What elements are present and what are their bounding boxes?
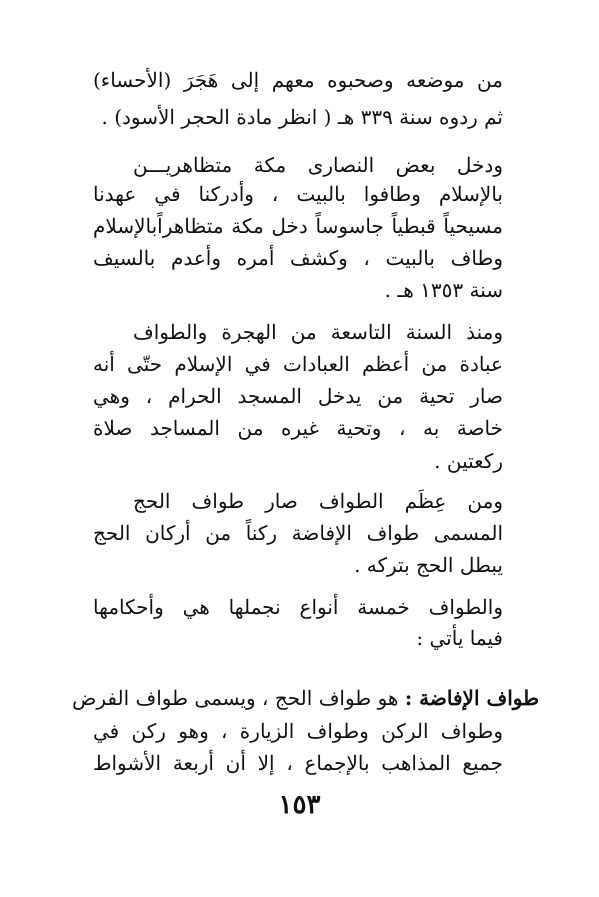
text-line: خاصة به ، وتحية غيره من المساجد صلاة <box>93 416 503 440</box>
text-line: سنة ١٣٥٣ هـ . <box>384 278 503 302</box>
text-line: وطاف بالبيت ، وكشف أمره وأعدم بالسيف <box>93 246 503 270</box>
text-line: ومنذ السنة التاسعة من الهجرة والطواف <box>133 320 503 344</box>
text-line: من موضعه وصحبوه معهم إلى هَجَرَ (الأحساء) <box>93 68 503 92</box>
text-line: عبادة من أعظم العبادات في الإسلام حتّى أنه <box>93 352 503 376</box>
text-line: ومن عِظَم الطواف صار طواف الحج <box>133 489 503 513</box>
text-line: ركعتين . <box>434 449 503 473</box>
definition-text: هو طواف الحج ، ويسمى طواف الفرض <box>72 686 399 710</box>
text-line: والطواف خمسة أنواع نجملها هي وأحكامها <box>93 595 503 619</box>
text-line: ودخل بعض النصارى مكة متظاهريـــن <box>133 153 503 177</box>
text-line: مسيحياً قبطياً جاسوساً دخل مكة متظاهراًبالإسلام <box>93 214 503 238</box>
text-line: ثم ردوه سنة ٣٣٩ هـ ( انظر مادة الحجر الأسود) . <box>101 105 503 129</box>
text-line: وطواف الركن وطواف الزيارة ، وهو ركن في <box>93 719 503 743</box>
definition-first-line <box>72 684 539 712</box>
text-line: صار تحية من يدخل المسجد الحرام ، وهي <box>93 384 503 408</box>
text-line: المسمى طواف الإفاضة ركناً من أركان الحج <box>93 521 503 545</box>
text-line: جميع المذاهب بالإجماع ، إلا أن أربعة الأشواط <box>93 751 503 775</box>
text-line: يبطل الحج بتركه . <box>354 553 503 577</box>
page-number: ١٥٣ <box>278 790 321 820</box>
text-line: فيما يأتي : <box>416 626 503 650</box>
text-line: بالإسلام وطافوا بالبيت ، وأدركنا في عهدنا <box>93 182 503 206</box>
definition-term: طواف الإفاضة : <box>404 686 539 710</box>
